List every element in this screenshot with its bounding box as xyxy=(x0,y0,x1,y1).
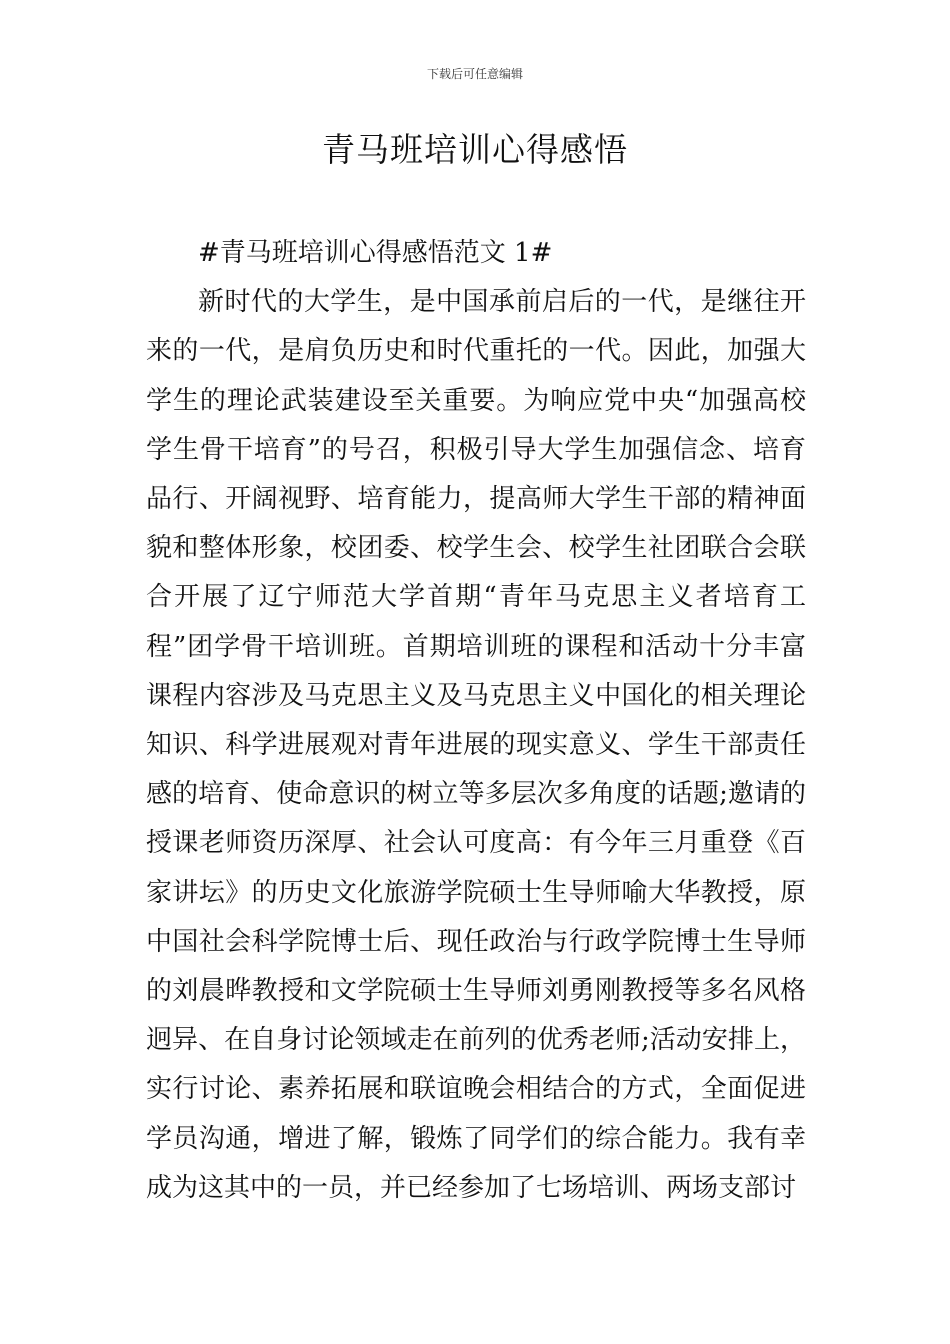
document-body xyxy=(146,229,806,1213)
section-heading: #青马班培训心得感悟范文 1# xyxy=(198,238,553,268)
document-title: 青马班培训心得感悟 xyxy=(322,130,628,169)
body-paragraph: 新时代的大学生，是中国承前启后的一代，是继往开来的一代，是肩负历史和时代重托的一代。因此，加强大学生的理论武装建设至关重要。为响应党中央“加强高校学生骨干培育”的号召，积极引导大学生加强信念、培育品行、开阔视野、培育能力，提高师大学生干部的精神面貌和整体形象，校团委、校学生会、校学生社团联合会联合开展了辽宁师范大学首期“青年马克思主义者培育工程”团学骨干培训班。首期培训班的课程和活动十分丰富课程内容涉及马克思主义及马克思主义中国化的相关理论知识、科学进展观对青年进展的现实意义、学生干部责任感的培育、使命意识的树立等多层次多角度的话题;邀请的授课老师资历深厚、社会认可度高：有今年三月重登《百家讲坛》的历史文化旅游学院硕士生导师喻大华教授，原中国社会科学院博士后、现任政治与行政学院博士生导师的刘晨晔教授和文学院硕士生导师刘勇刚教授等多名风格迥异、在自身讨论领域走在前列的优秀老师;活动安排上，实行讨论、素养拓展和联谊晚会相结合的方式，全面促进学员沟通，增进了解，锻炼了同学们的综合能力。我有幸成为这其中的一员，并已经参加了七场培训、两场支部讨 xyxy=(146,287,806,1203)
page-header-note: 下载后可任意编辑 xyxy=(426,67,523,81)
